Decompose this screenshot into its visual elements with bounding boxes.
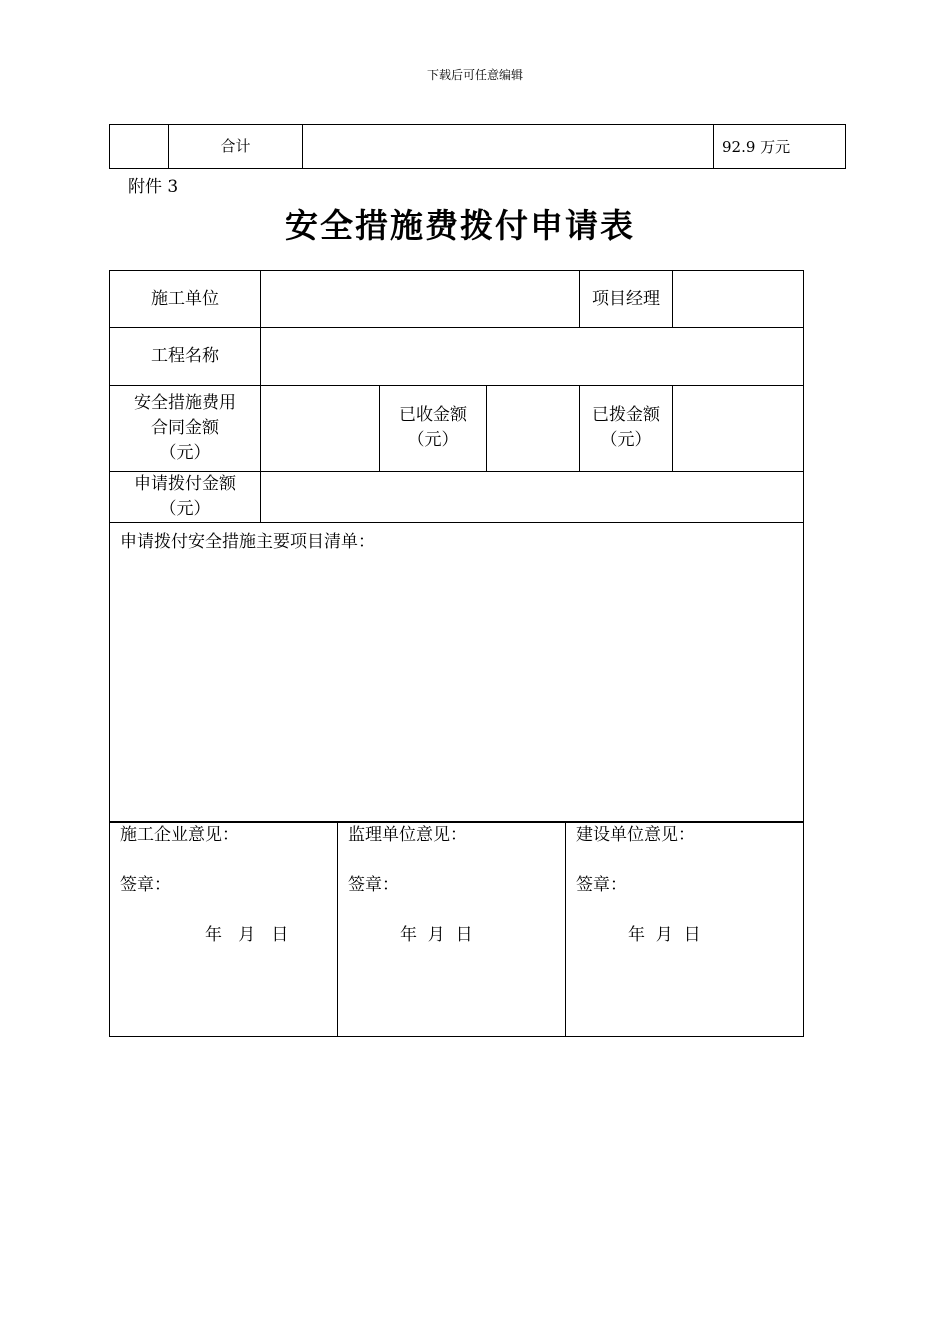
supervision-unit-date: 年 月 日 <box>400 925 473 945</box>
item-list-row <box>110 523 804 823</box>
project-name-field[interactable] <box>261 328 804 386</box>
project-manager-label: 项目经理 <box>580 271 673 328</box>
owner-unit-date: 年 月 日 <box>628 925 701 945</box>
construction-company-sign-label: 签章： <box>120 875 171 895</box>
opinions-row <box>110 822 804 1037</box>
disbursed-amount-field[interactable] <box>673 386 804 472</box>
requested-amount-label-line2: （元） <box>159 499 211 519</box>
form-title: 安全措施费拨付申请表 <box>285 206 635 245</box>
total-row-empty-cell <box>303 125 714 169</box>
contract-amount-label-line1: 安全措施费用 <box>134 393 236 413</box>
received-amount-field[interactable] <box>487 386 580 472</box>
construction-company-opinion-cell[interactable] <box>110 822 338 1037</box>
requested-amount-field[interactable] <box>261 472 804 523</box>
requested-amount-row <box>110 472 804 523</box>
amounts-row <box>110 386 804 472</box>
construction-unit-row <box>110 271 804 328</box>
contract-amount-label-line2: 合同金额 <box>151 418 219 438</box>
contract-amount-field[interactable] <box>261 386 380 472</box>
received-amount-label-line2: （元） <box>407 430 459 450</box>
owner-unit-opinion-title: 建设单位意见： <box>576 825 695 845</box>
project-manager-field[interactable] <box>673 271 804 328</box>
total-table <box>109 124 846 169</box>
application-form-top <box>109 270 804 823</box>
requested-amount-label-line1: 申请拨付金额 <box>134 474 236 494</box>
supervision-unit-sign-label: 签章： <box>348 875 399 895</box>
construction-unit-field[interactable] <box>261 271 580 328</box>
received-amount-label <box>380 386 487 472</box>
received-amount-label-line1: 已收金额 <box>399 405 467 425</box>
construction-company-opinion-title: 施工企业意见： <box>120 825 239 845</box>
owner-unit-sign-label: 签章： <box>576 875 627 895</box>
construction-unit-label: 施工单位 <box>110 271 261 328</box>
total-row-blank-cell <box>110 125 169 169</box>
requested-amount-label <box>110 472 261 523</box>
item-list-cell[interactable] <box>110 523 804 823</box>
project-name-label: 工程名称 <box>110 328 261 386</box>
disbursed-amount-label-line1: 已拨金额 <box>592 405 660 425</box>
supervision-unit-opinion-title: 监理单位意见： <box>348 825 467 845</box>
total-row <box>110 125 846 169</box>
disbursed-amount-label <box>580 386 673 472</box>
page-header: 下载后可任意编辑 <box>426 68 523 82</box>
contract-amount-label-line3: （元） <box>159 443 211 463</box>
construction-company-date: 年 月 日 <box>205 925 289 945</box>
owner-unit-opinion-cell[interactable] <box>566 822 804 1037</box>
contract-amount-label <box>110 386 261 472</box>
supervision-unit-opinion-cell[interactable] <box>338 822 566 1037</box>
item-list-label: 申请拨付安全措施主要项目清单： <box>120 532 375 552</box>
project-name-row <box>110 328 804 386</box>
opinions-table <box>109 821 804 1037</box>
total-label: 合计 <box>169 125 303 169</box>
total-value: 92.9 万元 <box>714 125 846 169</box>
disbursed-amount-label-line2: （元） <box>600 430 652 450</box>
attachment-label: 附件 3 <box>128 177 179 197</box>
